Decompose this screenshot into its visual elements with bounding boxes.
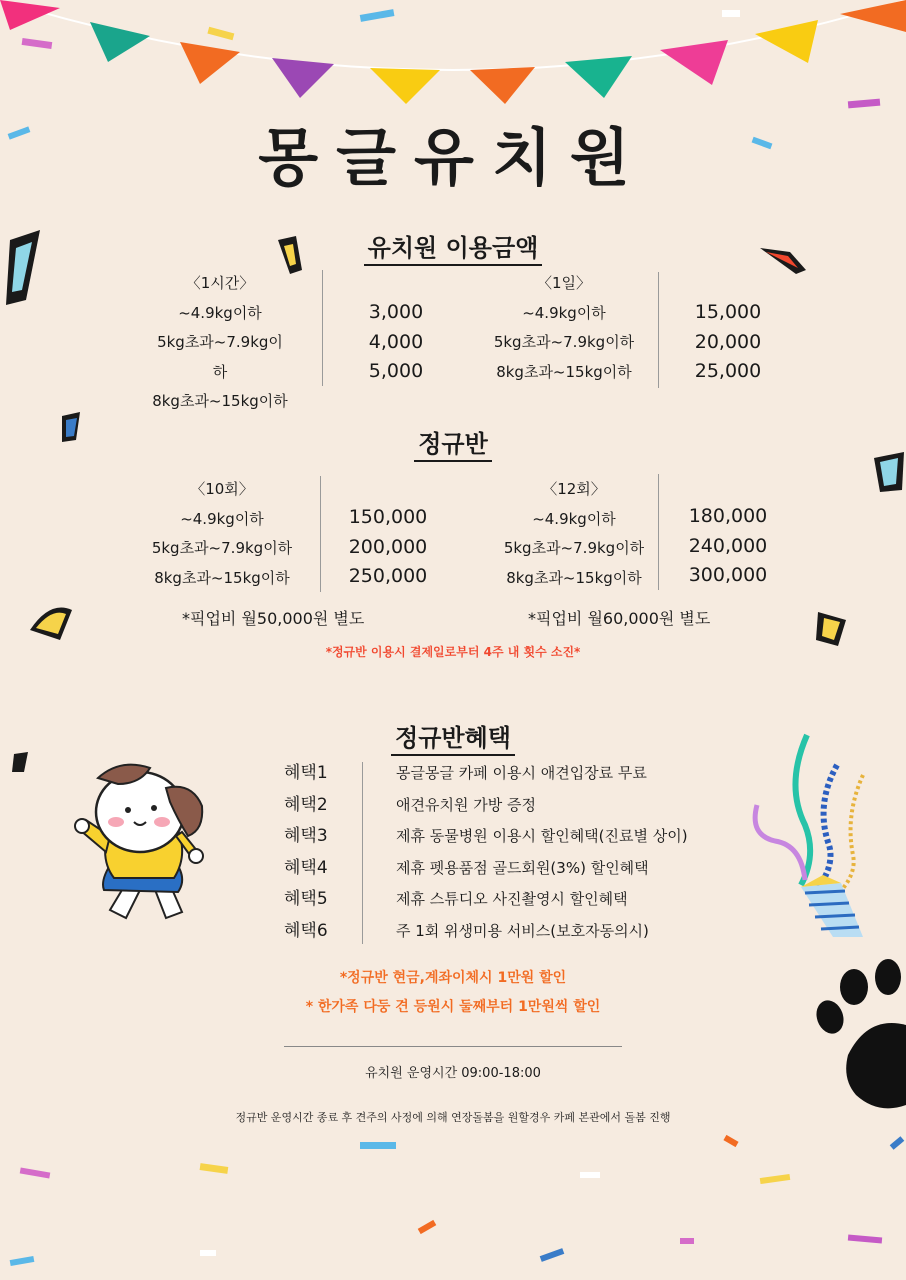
price: 200,000 [348,535,428,558]
price: 5,000 [368,360,424,382]
day-row: 5kg초과~7.9kg이하 [493,333,635,351]
benefit-label: 혜택6 [284,920,328,941]
ten-prices [336,503,440,592]
divider [658,272,659,388]
regular-notice: *정규반 이용시 결제일로부터 4주 내 횟수 소진* [325,645,581,659]
dog-character-icon [70,760,220,935]
benefit-label: 혜택1 [284,763,328,783]
day-column [490,269,638,387]
page-title: 몽글유치원 [258,121,648,194]
divider [362,762,363,944]
twelve-row: ~4.9kg이하 [532,509,616,528]
benefit-text: 제휴 스튜디오 사진촬영시 할인혜택 [396,890,628,908]
benefit-text: 제휴 펫용품점 골드회원(3%) 할인혜택 [396,858,649,877]
price: 300,000 [688,564,768,586]
benefit-label: 혜택3 [284,826,328,846]
price: 25,000 [694,360,762,382]
benefit-label: 혜택2 [284,794,328,815]
ten-header: 〈10회〉 [190,480,254,498]
ten-row: 5kg초과~7.9kg이하 [151,539,293,557]
benefit-texts [396,758,688,947]
pickup-fee-twelve: *픽업비 월60,000원 별도 [528,609,711,628]
usage-heading: 유치원 이용금액 [0,228,906,263]
ten-row: 8kg초과~15kg이하 [154,568,290,587]
twelve-row: 5kg초과~7.9kg이하 [503,539,645,557]
extended-care-note: 정규반 운영시간 종료 후 견주의 사정에 의해 연장돌봄을 원할경우 카페 본관에서 돌봄 진행 [235,1111,671,1124]
benefit-label: 혜택5 [284,889,328,909]
hour-prices [346,298,446,387]
ten-row: ~4.9kg이하 [180,509,264,528]
price: 3,000 [368,301,424,323]
benefits-heading: 정규반혜택 [0,718,906,753]
hour-row: 5kg초과~7.9kg이하 [157,333,283,381]
day-row: 8kg초과~15kg이하 [496,362,632,381]
hour-header: 〈1시간〉 [185,274,255,292]
hour-row: 8kg초과~15kg이하 [152,392,288,410]
day-header: 〈1일〉 [536,274,592,292]
pickup-fee-ten: *픽업비 월50,000원 별도 [182,609,365,628]
price: 250,000 [348,565,428,587]
price: 240,000 [688,534,768,557]
divider [320,476,321,592]
hour-column [150,269,290,417]
twelve-header: 〈12회〉 [542,480,606,498]
benefit-labels [284,758,328,947]
benefit-text: 제휴 동물병원 이용시 할인혜택(진료별 상이) [396,827,688,845]
operating-hours: 유치원 운영시간 09:00-18:00 [365,1066,541,1081]
twelve-column [500,475,648,593]
divider [284,1046,622,1047]
price: 150,000 [348,506,428,528]
discount-multi-dog: * 한가족 다둥 견 등원시 둘째부터 1만원씩 할인 [305,999,601,1015]
paw-print-icon [808,955,906,1115]
regular-heading: 정규반 [0,424,906,459]
price: 4,000 [368,330,424,353]
benefit-text: 애견유치원 가방 증정 [396,795,536,814]
discount-cash: *정규반 현금,계좌이체시 1만원 할인 [339,970,567,986]
price: 180,000 [688,505,768,527]
price: 20,000 [694,330,762,353]
price: 15,000 [694,301,762,323]
twelve-row: 8kg초과~15kg이하 [506,568,642,587]
benefit-label: 혜택4 [284,857,328,878]
day-prices [678,298,778,387]
twelve-prices [676,502,780,591]
benefit-text: 주 1회 위생미용 서비스(보호자동의시) [396,921,649,940]
benefit-text: 몽글몽글 카페 이용시 애견입장료 무료 [396,764,647,782]
divider [658,474,659,590]
divider [322,270,323,386]
day-row: ~4.9kg이하 [522,303,606,322]
hour-row: ~4.9kg이하 [178,303,262,322]
ten-column [148,475,296,593]
party-popper-icon [745,715,875,940]
